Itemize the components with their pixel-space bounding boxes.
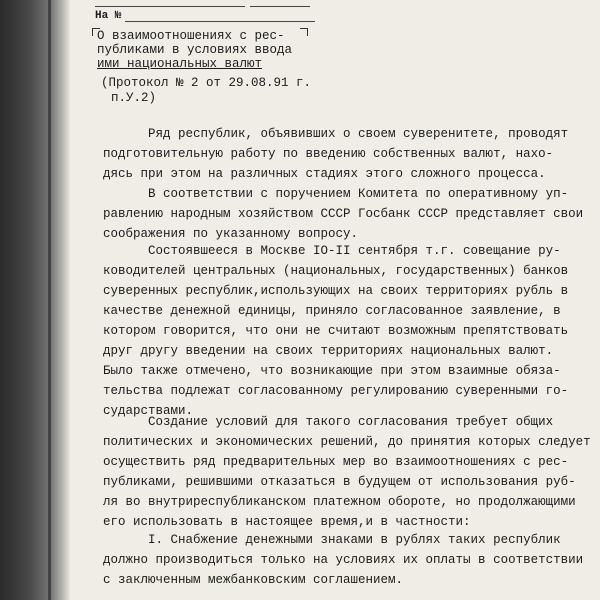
paragraph-line: I. Снабжение денежными знаками в рублях таких республик (103, 533, 561, 547)
paragraph-line: качестве денежной единицы, приняло согласованное заявление, в (103, 304, 561, 318)
paragraph-line: соображения по указанному вопросу. (103, 227, 359, 241)
number-label: На № (95, 10, 122, 22)
paragraph-line: ля во внутриреспубликанском платежном обороте, но продолжающими (103, 495, 576, 509)
paragraph-line: политических и экономических решений, до принятия которых следует (103, 435, 591, 449)
paragraph-line: Было также отмечено, что возникающие при этом взаимные обяза- (103, 364, 561, 378)
paragraph-line: сударствами. (103, 404, 194, 418)
paragraph-line: с заключенным межбанковским соглашением. (103, 573, 404, 587)
paragraph-line: публиками, решившими отказаться в будущем от использования руб- (103, 475, 576, 489)
paragraph-1 (103, 124, 568, 184)
topic-line-3: ими национальных валют (97, 57, 263, 71)
topic-line-1: О взаимоотношениях с рес- (97, 29, 285, 43)
paragraph-line: равлению народным хозяйством СССР Госбанк СССР представляет свои (103, 207, 584, 221)
paragraph-3 (103, 241, 568, 421)
binding-edge-line (48, 0, 51, 600)
paragraph-4 (103, 412, 591, 532)
paragraph-line: друг другу введении на своих территориях национальных валют. (103, 344, 554, 358)
paragraph-line: его использовать в настоящее время,и в частности: (103, 515, 471, 529)
topic-line-2: публиками в условиях ввода (97, 43, 293, 57)
paragraph-5 (103, 530, 583, 590)
number-field-line (125, 21, 315, 22)
date-field-line-2 (250, 6, 310, 7)
paragraph-line: ководителей центральных (национальных, государственных) банков (103, 264, 569, 278)
protocol-line-2: п.У.2) (111, 91, 157, 105)
paragraph-line: Состоявшееся в Москве IO-II сентября т.г. совещание ру- (103, 244, 561, 258)
date-field-line (95, 6, 245, 7)
document-topic (97, 29, 292, 71)
paragraph-line: дясь при этом на различных стадиях этого сложного процесса. (103, 167, 546, 181)
paragraph-line: Ряд республик, объявивших о своем суверенитете, проводят (103, 127, 569, 141)
paragraph-line: Создание условий для такого согласования требует общих (103, 415, 554, 429)
paragraph-line: тельства подлежат согласованному регулированию суверенными го- (103, 384, 569, 398)
paragraph-line: В соответствии с поручением Комитета по оперативному уп- (103, 187, 569, 201)
protocol-line-1: (Протокол № 2 от 29.08.91 г. (101, 76, 312, 90)
paragraph-line: осуществить ряд предварительных мер во взаимоотношениях с рес- (103, 455, 569, 469)
page-binding-shadow (0, 0, 70, 600)
protocol-reference (101, 76, 311, 106)
paragraph-line: суверенных республик,использующих на своих территориях рубль в (103, 284, 569, 298)
paragraph-line: подготовительную работу по введению собственных валют, нахо- (103, 147, 554, 161)
paragraph-line: должно производиться только на условиях их оплаты в соответствии (103, 553, 584, 567)
topic-corner-tr (300, 28, 308, 36)
paragraph-line: котором говорится, что они не считают возможным препятствовать (103, 324, 569, 338)
paragraph-2 (103, 184, 583, 244)
